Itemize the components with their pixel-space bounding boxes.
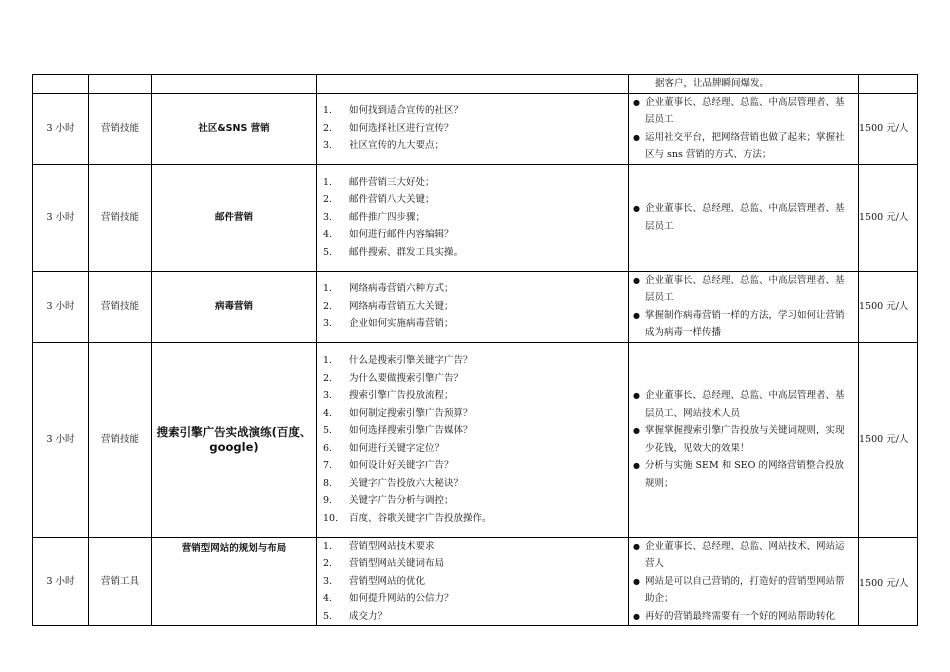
price-cell: 1500 元/人 — [859, 342, 918, 537]
item-text: 邮件营销八大关键； — [349, 194, 435, 206]
outline-list — [317, 280, 628, 333]
item-number: 2. — [323, 558, 333, 569]
course-type-cell: 营销技能 — [89, 93, 152, 164]
table-row — [33, 164, 918, 271]
list-item — [323, 352, 628, 370]
target-text: 掌握制作病毒营销一样的方法，学习如何让营销成为病毒一样传播 — [645, 309, 845, 338]
item-number: 1. — [323, 176, 333, 188]
bullet-icon: ● — [633, 576, 640, 586]
table-row — [33, 271, 918, 342]
duration-cell: 3 小时 — [33, 537, 89, 626]
list-item — [323, 555, 628, 573]
item-number: 2. — [323, 194, 333, 206]
table-row — [33, 75, 918, 94]
list-item — [323, 315, 628, 333]
bullet-icon: ● — [633, 204, 640, 213]
item-number: 3. — [323, 140, 333, 152]
target-list — [629, 538, 858, 626]
course-title-cell: 邮件营销 — [152, 164, 317, 271]
target-audience-cell — [629, 342, 859, 537]
item-number: 3. — [323, 318, 333, 330]
list-item — [323, 174, 628, 192]
item-number: 2. — [323, 122, 333, 134]
item-number: 9. — [323, 495, 333, 506]
duration-cell: 3 小时 — [33, 164, 89, 271]
price-cell: 1500 元/人 — [859, 537, 918, 626]
outline-cell — [317, 537, 629, 626]
target-list — [629, 200, 858, 235]
course-type-cell: 营销技能 — [89, 342, 152, 537]
list-item — [323, 608, 628, 626]
target-text: 掌握掌握搜索引擎广告投放与关键词规则，实现少花钱，见效大的效果！ — [645, 425, 845, 454]
bullet-icon: ● — [633, 611, 640, 621]
list-item — [323, 120, 628, 138]
item-number: 2. — [323, 300, 333, 312]
item-text: 邮件搜索、群发工具实操。 — [349, 246, 464, 258]
list-item — [323, 298, 628, 316]
course-title-cell: 病毒营销 — [152, 271, 317, 342]
list-item — [323, 137, 628, 155]
item-text: 为什么要做搜索引擎广告？ — [349, 372, 464, 384]
outline-cell — [317, 271, 629, 342]
item-number: 1. — [323, 540, 333, 552]
list-item — [323, 280, 628, 298]
bullet-icon: ● — [633, 541, 640, 551]
bullet-icon: ● — [633, 132, 640, 142]
item-number: 8. — [323, 477, 333, 489]
table-row — [33, 93, 918, 164]
item-number: 1. — [323, 105, 333, 117]
item-text: 百度、谷歌关键字广告投放操作。 — [349, 512, 492, 524]
item-text: 营销型网站关键词布局 — [349, 558, 445, 569]
price-cell: 1500 元/人 — [859, 164, 918, 271]
list-item — [323, 573, 628, 591]
list-item — [323, 226, 628, 244]
item-text: 成交力？ — [349, 610, 388, 622]
list-item — [323, 590, 628, 608]
target-audience-cell — [629, 164, 859, 271]
item-text: 关键字广告分析与调控； — [349, 495, 454, 506]
item-text: 邮件营销三大好处； — [349, 176, 435, 188]
list-item — [633, 457, 852, 492]
item-text: 营销型网站的优化 — [349, 575, 426, 587]
duration-cell: 3 小时 — [33, 342, 89, 537]
item-text: 如何进行邮件内容编辑？ — [349, 229, 454, 241]
duration-cell — [33, 75, 89, 94]
item-text: 如何进行关键字定位？ — [349, 442, 445, 454]
target-text: 网站是可以自己营销的，打造好的营销型网站帮助企； — [645, 575, 845, 604]
outline-cell — [317, 93, 629, 164]
outline-list — [317, 352, 628, 527]
item-text: 如何选择社区进行宣传？ — [349, 122, 454, 134]
item-number: 5. — [323, 425, 333, 436]
target-audience-cell — [629, 537, 859, 626]
list-item — [323, 510, 628, 528]
list-item — [323, 191, 628, 209]
item-number: 7. — [323, 460, 333, 471]
target-list — [629, 387, 858, 492]
item-number: 5. — [323, 610, 333, 622]
bullet-icon: ● — [633, 310, 640, 320]
list-item — [323, 370, 628, 388]
item-text: 关键字广告投放六大秘诀？ — [349, 477, 464, 489]
course-type-cell: 营销技能 — [89, 271, 152, 342]
item-text: 搜索引擎广告投放流程； — [349, 390, 454, 401]
list-item — [633, 387, 852, 422]
list-item — [323, 244, 628, 262]
item-text: 如何选择搜索引擎广告媒体？ — [349, 425, 473, 436]
item-text: 网络病毒营销六种方式； — [349, 283, 454, 295]
list-item — [323, 475, 628, 493]
target-audience-cell — [629, 75, 859, 94]
item-number: 4. — [323, 593, 333, 604]
duration-cell: 3 小时 — [33, 93, 89, 164]
item-text: 如何设计好关键字广告？ — [349, 460, 454, 471]
bullet-icon: ● — [633, 275, 640, 285]
price-cell: 1500 元/人 — [859, 271, 918, 342]
bullet-icon: ● — [633, 391, 640, 400]
item-text: 邮件推广四步骤； — [349, 211, 426, 223]
list-item — [633, 608, 852, 626]
item-text: 社区宣传的九大要点； — [349, 140, 445, 152]
item-number: 3. — [323, 575, 333, 587]
course-title-cell: 搜索引擎广告实战演练(百度、google) — [152, 342, 317, 537]
course-type-cell: 营销技能 — [89, 164, 152, 271]
course-type-cell: 营销工具 — [89, 537, 152, 626]
list-item — [633, 307, 852, 342]
item-number: 2. — [323, 372, 333, 384]
bullet-icon: ● — [633, 97, 640, 107]
outline-cell — [317, 75, 629, 94]
item-text: 如何找到适合宣传的社区？ — [349, 105, 464, 117]
course-title-cell — [152, 75, 317, 94]
bullet-icon: ● — [633, 426, 640, 435]
price-cell: 1500 元/人 — [859, 93, 918, 164]
list-item — [323, 492, 628, 510]
list-item — [633, 129, 852, 164]
list-item — [323, 405, 628, 423]
outline-list — [317, 102, 628, 155]
bullet-icon: ● — [633, 461, 640, 470]
course-title-cell: 社区&SNS 营销 — [152, 93, 317, 164]
target-text: 企业董事长、总经理、总监、中高层管理者、基层员工 — [645, 203, 845, 232]
outline-cell — [317, 342, 629, 537]
target-text: 企业董事长、总经理、总监、中高层管理者、基层员工 — [645, 96, 845, 125]
list-item — [633, 573, 852, 608]
target-text: 企业董事长、总经理、总监、中高层管理者、基层员工 — [645, 274, 845, 303]
list-item — [323, 422, 628, 440]
item-number: 3. — [323, 211, 333, 223]
list-item — [633, 538, 852, 573]
list-item — [633, 272, 852, 307]
target-text: 运用社交平台，把网络营销也做了起来；掌握社区与 sns 营销的方式、方法； — [645, 131, 845, 160]
item-text: 如何制定搜索引擎广告预算？ — [349, 407, 473, 419]
price-cell — [859, 75, 918, 94]
item-number: 1. — [323, 355, 333, 366]
item-number: 4. — [323, 407, 333, 419]
item-number: 5. — [323, 246, 333, 258]
list-item — [323, 209, 628, 227]
target-text: 企业董事长、总经理、总监、中高层管理者、基层员工、网站技术人员 — [645, 390, 845, 419]
target-audience-cell — [629, 271, 859, 342]
target-list — [629, 272, 858, 342]
list-item — [633, 94, 852, 129]
list-item — [323, 440, 628, 458]
item-text: 什么是搜索引擎关键字广告？ — [349, 355, 473, 366]
list-item — [323, 457, 628, 475]
target-text: 分析与实施 SEM 和 SEO 的网络营销整合投放规则； — [645, 460, 844, 489]
item-number: 10. — [323, 512, 339, 524]
outline-list — [317, 174, 628, 262]
list-item — [323, 102, 628, 120]
list-item — [323, 387, 628, 405]
list-item — [633, 422, 852, 457]
duration-cell: 3 小时 — [33, 271, 89, 342]
outline-cell — [317, 164, 629, 271]
course-type-cell — [89, 75, 152, 94]
target-list — [629, 94, 858, 164]
course-title-cell: 营销型网站的规划与布局 — [152, 537, 317, 626]
item-number: 3. — [323, 390, 333, 401]
table-row — [33, 537, 918, 626]
target-audience-cell — [629, 93, 859, 164]
item-text: 如何提升网站的公信力？ — [349, 593, 454, 604]
item-text: 营销型网站技术要求 — [349, 540, 435, 552]
list-item — [633, 200, 852, 235]
item-number: 1. — [323, 283, 333, 295]
item-text: 网络病毒营销五大关键； — [349, 300, 454, 312]
table-row — [33, 342, 918, 537]
outline-list — [317, 538, 628, 626]
course-schedule-table — [32, 74, 918, 626]
target-text: 企业董事长、总经理、总监、网站技术、网站运营人 — [645, 540, 845, 569]
target-text: 据客户，让品牌瞬间爆发。 — [655, 78, 770, 89]
list-item — [323, 538, 628, 556]
item-text: 企业如何实施病毒营销； — [349, 318, 454, 330]
item-number: 4. — [323, 229, 333, 241]
target-text: 再好的营销最终需要有一个好的网站帮助转化 — [645, 610, 836, 622]
item-number: 6. — [323, 442, 333, 454]
